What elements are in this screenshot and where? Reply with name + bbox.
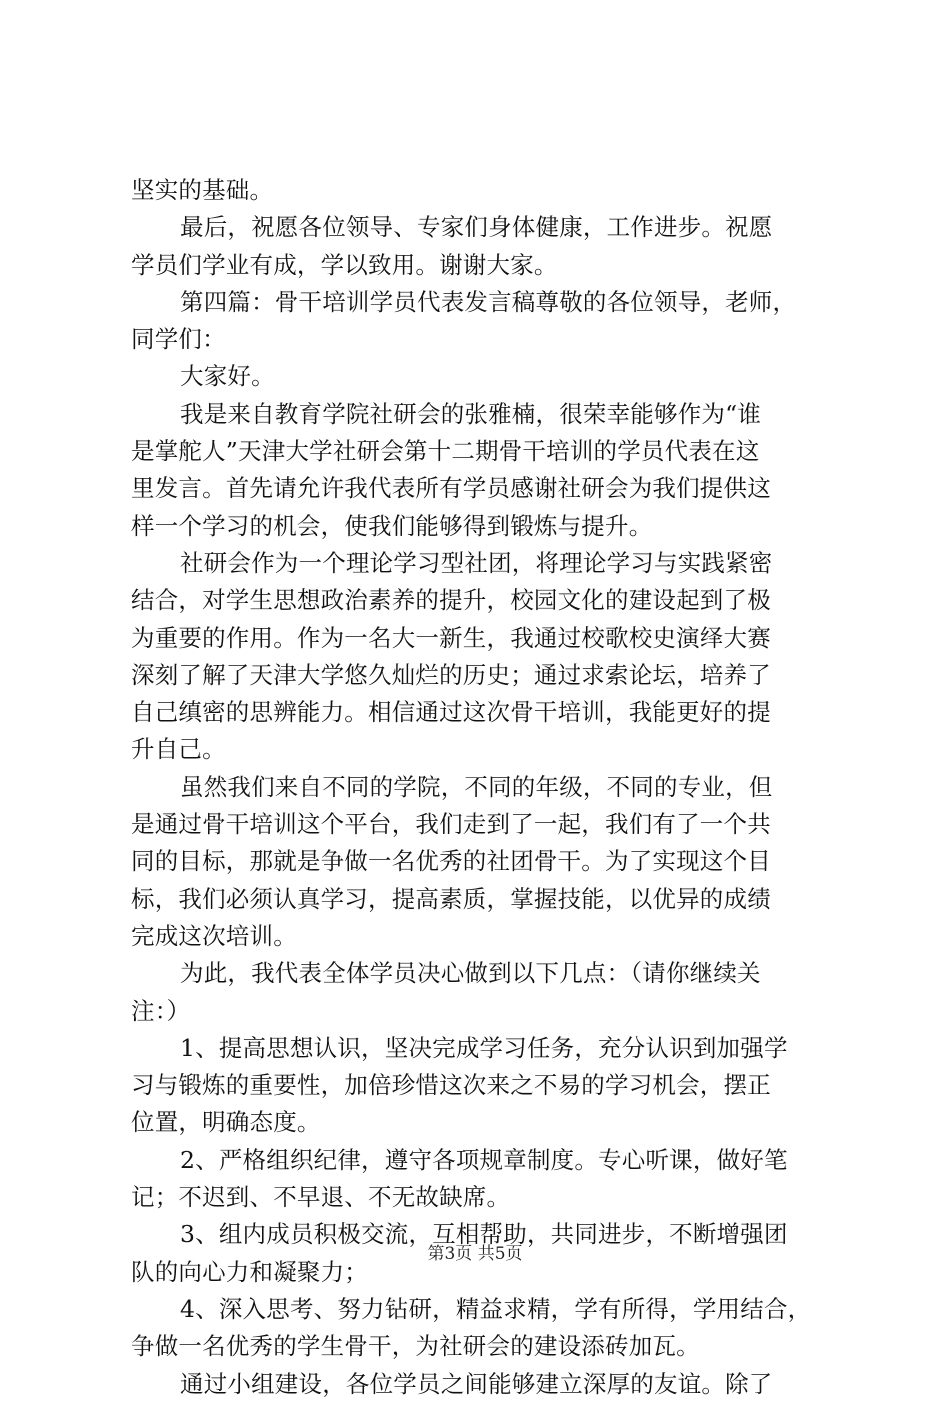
text-line: 习与锻炼的重要性，加倍珍惜这次来之不易的学习机会，摆正 xyxy=(131,1071,771,1100)
text-line: 1、提高思想认识，坚决完成学习任务，充分认识到加强学 xyxy=(180,1033,788,1062)
text-line: 坚实的基础。 xyxy=(131,176,274,204)
page-footer: 第3页 共5页 xyxy=(427,1244,523,1264)
text-line: 队的向心力和凝聚力； xyxy=(131,1257,368,1286)
text-line: 社研会作为一个理论学习型社团，将理论学习与实践紧密 xyxy=(180,548,773,577)
text-line: 第四篇：骨干培训学员代表发言稿尊敬的各位领导，老师， xyxy=(180,287,797,316)
text-line: 自己缜密的思辨能力。相信通过这次骨干培训，我能更好的提 xyxy=(131,698,771,727)
text-line: 学员们学业有成，学以致用。谢谢大家。 xyxy=(131,250,558,279)
text-line: 4、深入思考、努力钻研，精益求精，学有所得，学用结合， xyxy=(180,1294,812,1323)
text-line: 同的目标，那就是争做一名优秀的社团骨干。为了实现这个目 xyxy=(131,847,771,876)
text-line: 完成这次培训。 xyxy=(131,921,297,950)
text-line: 升自己。 xyxy=(131,735,226,764)
text-line: 3、组内成员积极交流，互相帮助，共同进步，不断增强团 xyxy=(180,1220,788,1249)
text-line: 结合，对学生思想政治素养的提升，校园文化的建设起到了极 xyxy=(131,586,771,615)
text-line: 样一个学习的机会，使我们能够得到锻炼与提升。 xyxy=(131,511,653,540)
text-line: 争做一名优秀的学生骨干，为社研会的建设添砖加瓦。 xyxy=(131,1332,700,1361)
text-line: 我是来自教育学院社研会的张雅楠，很荣幸能够作为“谁 xyxy=(180,399,762,428)
text-line: 虽然我们来自不同的学院，不同的年级，不同的专业，但 xyxy=(180,772,773,801)
text-line: 大家好。 xyxy=(180,362,275,391)
text-line: 同学们： xyxy=(131,325,226,354)
text-line: 是通过骨干培训这个平台，我们走到了一起，我们有了一个共 xyxy=(131,810,771,839)
text-line: 通过小组建设，各位学员之间能够建立深厚的友谊。除了 xyxy=(180,1369,773,1398)
text-line: 为重要的作用。作为一名大一新生，我通过校歌校史演绎大赛 xyxy=(131,623,771,652)
text-line: 2、严格组织纪律，遵守各项规章制度。专心听课，做好笔 xyxy=(180,1145,788,1174)
text-line: 位置，明确态度。 xyxy=(131,1108,321,1137)
text-line: 最后，祝愿各位领导、专家们身体健康，工作进步。祝愿 xyxy=(180,213,773,242)
text-line: 为此，我代表全体学员决心做到以下几点：（请你继续关 xyxy=(180,959,761,988)
text-line: 里发言。首先请允许我代表所有学员感谢社研会为我们提供这 xyxy=(131,474,771,503)
text-line: 记；不迟到、不早退、不无故缺席。 xyxy=(131,1183,511,1212)
text-line: 深刻了解了天津大学悠久灿烂的历史；通过求索论坛，培养了 xyxy=(131,660,771,689)
document-body xyxy=(131,172,831,1403)
text-line: 注：） xyxy=(131,996,191,1025)
text-line: 是掌舵人”天津大学社研会第十二期骨干培训的学员代表在这 xyxy=(131,437,760,466)
text-line: 标，我们必须认真学习，提高素质，掌握技能，以优异的成绩 xyxy=(131,884,771,913)
